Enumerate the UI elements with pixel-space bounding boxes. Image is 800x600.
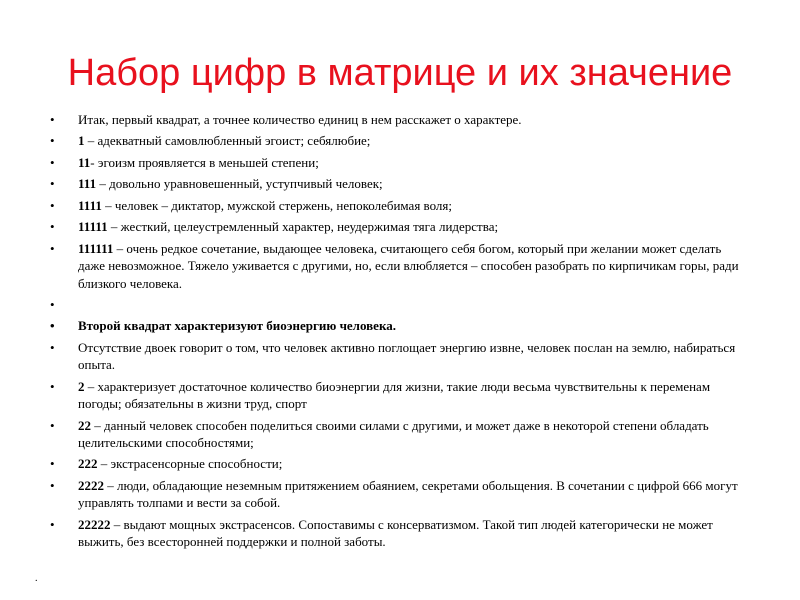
item-text: – жесткий, целеустремленный характер, неудержимая тяга лидерства; <box>107 219 499 235</box>
empty-list-item <box>50 296 750 313</box>
item-number: 222 <box>78 456 98 472</box>
list-item <box>50 197 750 214</box>
item-text: – довольно уравновешенный, уступчивый человек; <box>96 176 383 192</box>
item-text: - эгоизм проявляется в меньшей степени; <box>90 154 319 170</box>
item-number: 22 <box>78 417 91 433</box>
item-number: 1 <box>78 133 85 149</box>
list-item <box>50 378 750 413</box>
list-item <box>50 516 750 551</box>
list-item <box>50 455 750 472</box>
item-number: 1111 <box>78 197 102 213</box>
item-number: 111 <box>78 176 97 192</box>
list-item <box>50 132 750 149</box>
bullet-list <box>50 111 750 554</box>
slide-title: Набор цифр в матрице и их значение <box>67 52 733 94</box>
list-item <box>50 477 750 512</box>
item-number: 22222 <box>78 516 111 532</box>
item-number: 111111 <box>78 240 114 256</box>
item-number: 11 <box>78 154 91 170</box>
item-text: – люди, обладающие неземным притяжением обаянием, секретами обольщения. В сочетании с цифрой 666 могут управлять толпами и вести за собой. <box>78 477 738 511</box>
item-text: Итак, первый квадрат, а точнее количество единиц в нем расскажет о характере. <box>78 112 522 127</box>
item-number: 2 <box>78 378 85 394</box>
section-heading-item <box>50 317 750 334</box>
item-text: – данный человек способен поделиться своими силами с другими, и может даже в некоторой степени обладать целительскими способностями; <box>78 417 709 450</box>
item-number: 11111 <box>78 219 108 235</box>
item-text: – характеризует достаточное количество биоэнергии для жизни, такие люди весьма чувствительны к переменам погоды; обязательны в жизни труд, спорт <box>78 378 711 412</box>
list-item <box>50 154 750 171</box>
item-number: 2222 <box>78 477 104 493</box>
list-item <box>50 339 750 374</box>
item-text: – человек – диктатор, мужской стержень, непоколебимая воля; <box>101 197 453 213</box>
list-item <box>50 175 750 192</box>
item-text: – выдают мощных экстрасенсов. Сопоставимы с консерватизмом. Такой тип людей категорически не может выжить, без всесторонней поддержки и полной заботы. <box>78 516 713 549</box>
list-item <box>50 240 750 292</box>
item-text: Второй квадрат характеризуют биоэнергию человека. <box>78 318 396 334</box>
list-item <box>50 111 750 128</box>
list-item <box>50 417 750 452</box>
footer-dot: . <box>35 573 38 584</box>
item-text: – экстрасенсорные способности; <box>97 456 283 472</box>
list-item <box>50 218 750 235</box>
item-text: – адекватный самовлюбленный эгоист; себялюбие; <box>84 133 371 149</box>
item-text: – очень редкое сочетание, выдающее человека, считающего себя богом, который при желании может сделать даже невозможное. Тяжело уживается с другими, но, если влюбляется – способен разобрать по кирпичикам горы, ради близкого человека. <box>78 240 739 291</box>
item-text: Отсутствие двоек говорит о том, что человек активно поглощает энергию извне, человек послан на землю, набираться опыта. <box>78 339 736 373</box>
